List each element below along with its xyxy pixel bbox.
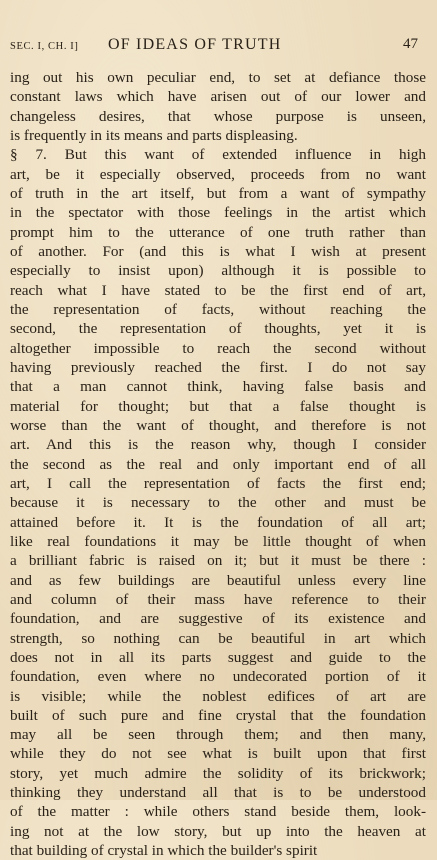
text-line: art. And this is the reason why, though I consider — [10, 436, 426, 454]
text-line: worse than the want of thought, and therefore is not — [10, 416, 426, 434]
text-line: like real foundations it may be little thought of when — [10, 532, 426, 550]
text-line: story, yet much admire the solidity of its brickwork; — [10, 764, 426, 782]
text-line: a brilliant fabric is raised on it; but it must be there : — [10, 552, 426, 570]
text-line: art, be it especially observed, proceeds from no want — [10, 165, 426, 183]
text-line: foundation, even where no undecorated portion of it — [10, 668, 426, 686]
text-line: and column of their mass have reference to their — [10, 590, 426, 608]
text-line: the second as the real and only important end of all — [10, 455, 426, 473]
text-line: is frequently in its means and parts displeasing. — [10, 126, 298, 144]
text-line: because it is necessary to the other and must be — [10, 494, 426, 512]
text-line: built of such pure and fine crystal that the foundation — [10, 706, 426, 724]
text-line: foundation, and are suggestive of its existence and — [10, 610, 426, 628]
body-text — [10, 68, 426, 860]
text-line: that a man cannot think, having false basis and — [10, 378, 426, 396]
section-reference: SEC. I, CH. I] — [10, 41, 79, 52]
text-line: changeless desires, that whose purpose is unseen, — [10, 107, 426, 125]
text-line: ing not at the low story, but up into the heaven at — [10, 822, 426, 840]
text-line: reach what I have stated to be the first end of art, — [10, 281, 426, 299]
chapter-title: OF IDEAS OF TRUTH — [108, 36, 282, 53]
text-line: having previously reached the first. I do not say — [10, 358, 426, 376]
text-line: of the matter : while others stand beside them, look- — [10, 803, 426, 821]
text-line: may all be seen through them; and then many, — [10, 726, 426, 744]
text-line: of another. For (and this is what I wish at present — [10, 242, 426, 260]
text-line: second, the representation of thoughts, yet it is — [10, 320, 426, 338]
text-line: the representation of facts, without reaching the — [10, 300, 426, 318]
text-line: attained before it. It is the foundation of all art; — [10, 513, 426, 531]
running-head — [10, 36, 418, 56]
text-line: thinking they understand all that is to be understood — [10, 784, 426, 802]
text-line: constant laws which have arisen out of our lower and — [10, 88, 426, 106]
text-line: altogether impossible to reach the second without — [10, 339, 426, 357]
text-line: material for thought; but that a false thought is — [10, 397, 426, 415]
text-line: in the spectator with those feelings in the artist which — [10, 204, 426, 222]
text-line: while they do not see what is built upon that first — [10, 745, 426, 763]
text-line: § 7. But this want of extended influence in high — [10, 146, 426, 164]
text-line: especially to insist upon) although it is possible to — [10, 262, 426, 280]
page-number: 47 — [403, 36, 418, 52]
text-line: is visible; while the noblest edifices of art are — [10, 687, 426, 705]
text-line: of truth in the art itself, but from a want of sympathy — [10, 184, 426, 202]
text-line: ing out his own peculiar end, to set at defiance those — [10, 69, 426, 86]
text-line: prompt him to the utterance of one truth rather than — [10, 223, 426, 241]
text-line: strength, so nothing can be beautiful in art which — [10, 629, 426, 647]
text-line: and as few buildings are beautiful unless every line — [10, 571, 426, 589]
text-line: art, I call the representation of facts the first end; — [10, 474, 426, 492]
text-line: does not in all its parts suggest and guide to the — [10, 648, 426, 666]
text-line: that building of crystal in which the builder's spirit — [10, 842, 318, 860]
